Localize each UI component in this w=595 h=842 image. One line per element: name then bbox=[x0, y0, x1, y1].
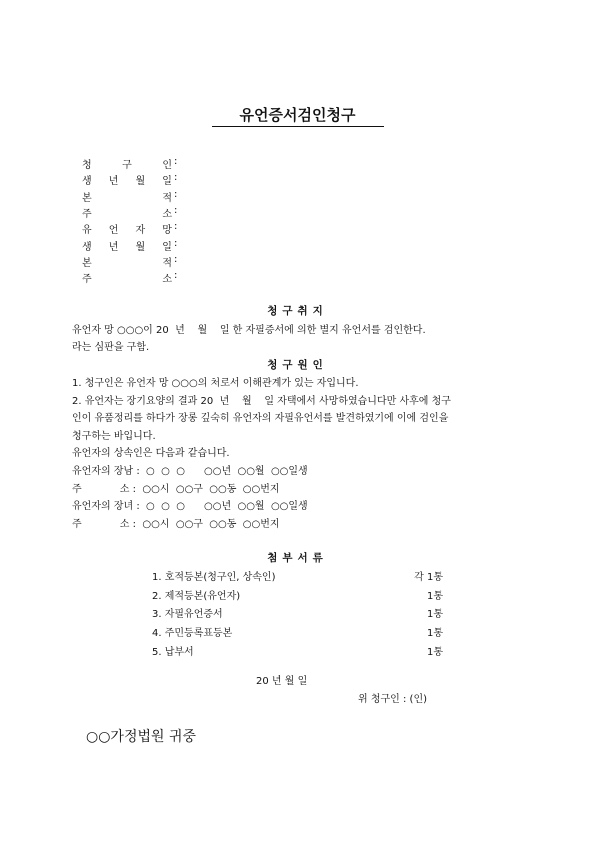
field-label-char: 본 bbox=[82, 192, 92, 204]
field-label-char: 일 bbox=[162, 241, 172, 253]
field-colon: : bbox=[174, 172, 178, 184]
field-label-char: 유 bbox=[82, 225, 92, 237]
field-label bbox=[82, 189, 172, 204]
field-colon: : bbox=[174, 237, 178, 249]
field-label-char: 구 bbox=[122, 160, 132, 171]
attachment-qty: 1통 bbox=[426, 646, 443, 658]
field-colon: : bbox=[174, 253, 178, 265]
text-line: 2. 유언자는 장기요양의 결과 20 년 월 일 자택에서 사망하였습니다만 사후에 청구 bbox=[72, 395, 451, 407]
purpose-heading: 청구취지 bbox=[267, 305, 328, 317]
attachment-name: 2. 제적등본(유언자) bbox=[152, 590, 241, 602]
attachment-qty: 각 1통 bbox=[414, 572, 443, 583]
document-title: 유언증서검인청구 bbox=[239, 106, 356, 124]
text-line: 청구하는 바입니다. bbox=[72, 430, 156, 442]
field-colon: : bbox=[174, 221, 178, 233]
attachments-heading: 첨부서류 bbox=[267, 552, 328, 564]
field-label bbox=[82, 270, 172, 285]
field-label-char: 년 bbox=[108, 176, 119, 188]
attachment-name: 4. 주민등록표등본 bbox=[152, 628, 233, 640]
field-colon: : bbox=[174, 270, 178, 282]
field-label-char: 소 bbox=[162, 274, 172, 286]
text-line: 라는 심판을 구함. bbox=[72, 342, 150, 353]
text-line: 유언자의 상속인은 다음과 같습니다. bbox=[72, 448, 230, 460]
field-label-char: 청 bbox=[82, 160, 92, 171]
attachment-qty: 1통 bbox=[426, 609, 443, 621]
attachment-qty: 1통 bbox=[426, 590, 443, 602]
field-label-char: 본 bbox=[82, 257, 92, 269]
field-colon: : bbox=[174, 156, 178, 167]
attachment-name: 3. 자필유언증서 bbox=[152, 609, 223, 621]
field-label bbox=[82, 205, 172, 220]
field-label bbox=[82, 156, 172, 171]
signature-line: 위 청구인 : (인) bbox=[358, 694, 428, 705]
field-colon: : bbox=[174, 204, 178, 216]
field-label-char: 월 bbox=[135, 241, 146, 253]
text-line: 유언자 망 ○○○이 20 년 월 일 한 자필증서에 의한 별지 유언서를 검인한다. bbox=[72, 325, 426, 336]
field-label-char: 언 bbox=[108, 225, 119, 237]
field-label-char: 적 bbox=[162, 257, 172, 269]
attachment-name: 5. 납부서 bbox=[152, 646, 194, 658]
text-line: 유언자의 장남 : ○ ○ ○ ○○년 ○○월 ○○일생 bbox=[72, 466, 308, 477]
field-label-char: 적 bbox=[162, 192, 172, 204]
field-label bbox=[82, 238, 172, 253]
field-colon: : bbox=[174, 188, 178, 200]
text-line: 주 소 : ○○시 ○○구 ○○동 ○○번지 bbox=[72, 483, 280, 495]
field-label-char: 망 bbox=[162, 225, 172, 237]
field-label-char: 생 bbox=[82, 176, 92, 188]
field-label bbox=[82, 254, 172, 269]
field-label-char: 인 bbox=[162, 160, 172, 171]
court-name: ○○가정법원 귀중 bbox=[86, 729, 197, 745]
date-line: 20 년 월 일 bbox=[256, 676, 308, 687]
field-label-char: 월 bbox=[135, 176, 146, 188]
attachment-qty: 1통 bbox=[426, 628, 443, 640]
field-label-char: 생 bbox=[82, 241, 92, 253]
text-line: 주 소 : ○○시 ○○구 ○○동 ○○번지 bbox=[72, 518, 280, 530]
field-label-char: 주 bbox=[82, 274, 92, 286]
text-line: 유언자의 장녀 : ○ ○ ○ ○○년 ○○월 ○○일생 bbox=[72, 501, 308, 513]
field-label bbox=[82, 172, 172, 187]
field-label-char: 년 bbox=[108, 241, 119, 253]
field-label bbox=[82, 221, 172, 236]
field-label-char: 일 bbox=[162, 176, 172, 188]
cause-heading: 청구원인 bbox=[267, 359, 328, 371]
field-label-char: 자 bbox=[135, 225, 146, 237]
attachment-name: 1. 호적등본(청구인, 상속인) bbox=[152, 572, 276, 583]
text-line: 1. 청구인은 유언자 망 ○○○의 처로서 이해관계가 있는 자입니다. bbox=[72, 378, 359, 389]
field-label-char: 소 bbox=[162, 208, 172, 220]
text-line: 인이 유품정리를 하다가 장롱 깊숙히 유언자의 자필유언서를 발견하였기에 이에 검인을 bbox=[72, 413, 449, 425]
field-label-char: 주 bbox=[82, 208, 92, 220]
title-underline bbox=[212, 126, 384, 127]
